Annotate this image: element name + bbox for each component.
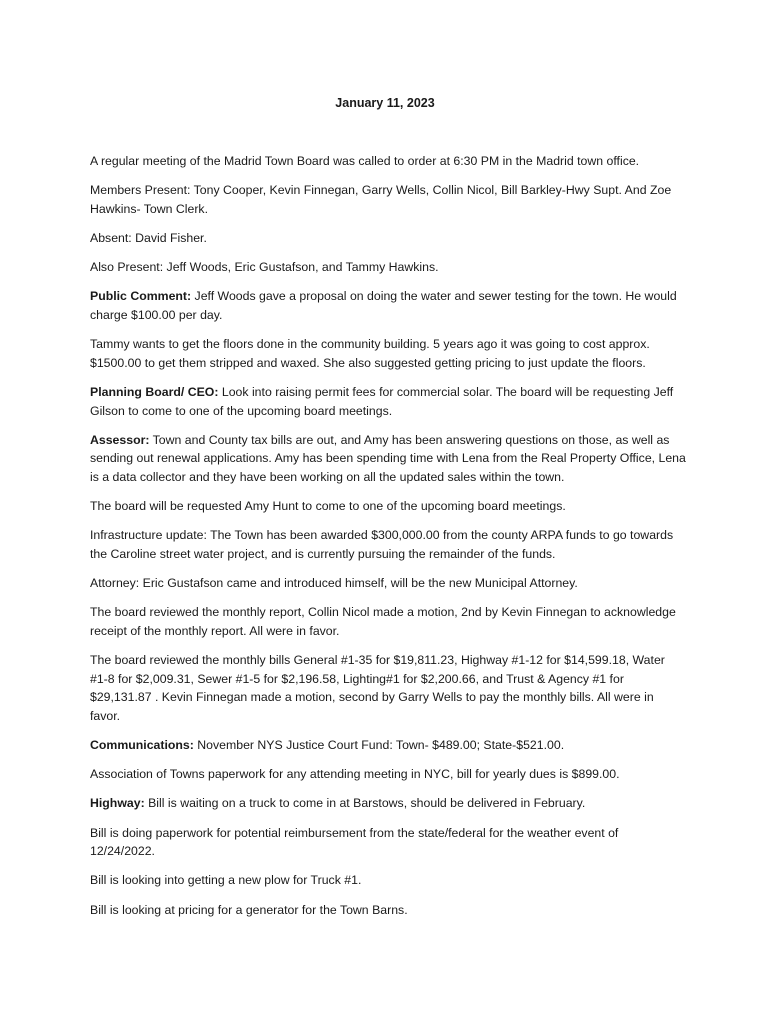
section-label: Planning Board/ CEO: xyxy=(90,384,219,399)
paragraph-monthly-bills: The board reviewed the monthly bills General #1-35 for $19,811.23, Highway #1-12 for $14,599.18, Water #1-8 for $2,009.31, Sewer #1-5 for $2,196.58, Lighting#1 for $2,200.66, and Trust & Agency #1 for $29,131.87 . Kevin Finnegan made a motion, second by Garry Wells to pay the monthly bills. All were in favor. xyxy=(90,653,665,723)
section-label: Assessor: xyxy=(90,432,150,447)
section-label: Highway: xyxy=(90,796,145,811)
paragraph-amy-hunt: The board will be requested Amy Hunt to come to one of the upcoming board meetings. xyxy=(90,499,566,514)
paragraph-also-present: Also Present: Jeff Woods, Eric Gustafson, and Tammy Hawkins. xyxy=(90,260,439,275)
paragraph-generator: Bill is looking at pricing for a generator for the Town Barns. xyxy=(90,902,408,917)
paragraph-absent: Absent: David Fisher. xyxy=(90,230,207,245)
paragraph-public-comment: Public Comment: Jeff Woods gave a proposal on doing the water and sewer testing for the town. He would charge $100.00 per day. xyxy=(90,289,677,322)
document-body xyxy=(90,152,686,930)
paragraph-attorney: Attorney: Eric Gustafson came and introduced himself, will be the new Municipal Attorney. xyxy=(90,576,578,591)
paragraph-members-present: Members Present: Tony Cooper, Kevin Finnegan, Garry Wells, Collin Nicol, Bill Barkley-Hwy Supt. And Zoe Hawkins- Town Clerk. xyxy=(90,183,672,216)
paragraph-association-of-towns: Association of Towns paperwork for any attending meeting in NYC, bill for yearly dues is $899.00. xyxy=(90,767,620,782)
paragraph-assessor: Assessor: Town and County tax bills are out, and Amy has been answering questions on those, as well as sending out renewal applications. Amy has been spending time with Lena from the Real Property Office, Lena is a data collector and they have been working on all the updated sales within the town. xyxy=(90,432,686,484)
paragraph-reimbursement: Bill is doing paperwork for potential reimbursement from the state/federal for the weather event of 12/24/2022. xyxy=(90,825,619,859)
paragraph-call-to-order: A regular meeting of the Madrid Town Board was called to order at 6:30 PM in the Madrid town office. xyxy=(90,154,640,168)
paragraph-highway: Highway: Bill is waiting on a truck to come in at Barstows, should be delivered in February. xyxy=(90,796,586,811)
paragraph-floors: Tammy wants to get the floors done in the community building. 5 years ago it was going to cost approx. $1500.00 to get them stripped and waxed. She also suggested getting pricing to just update the floors. xyxy=(90,337,650,370)
paragraph-monthly-report: The board reviewed the monthly report, Collin Nicol made a motion, 2nd by Kevin Finnegan to acknowledge receipt of the monthly report. All were in favor. xyxy=(90,605,676,638)
section-label: Public Comment: xyxy=(90,289,192,304)
paragraph-infrastructure: Infrastructure update: The Town has been awarded $300,000.00 from the county ARPA funds to go towards the Caroline street water project, and is currently pursuing the remainder of the funds. xyxy=(90,528,674,561)
paragraph-plow: Bill is looking into getting a new plow for Truck #1. xyxy=(90,873,362,888)
paragraph-communications: Communications: November NYS Justice Court Fund: Town- $489.00; State-$521.00. xyxy=(90,737,565,752)
section-label: Communications: xyxy=(90,737,194,752)
document-date: January 11, 2023 xyxy=(335,96,435,110)
paragraph-planning-board: Planning Board/ CEO: Look into raising permit fees for commercial solar. The board will be requesting Jeff Gilson to come to one of the upcoming board meetings. xyxy=(90,384,674,418)
